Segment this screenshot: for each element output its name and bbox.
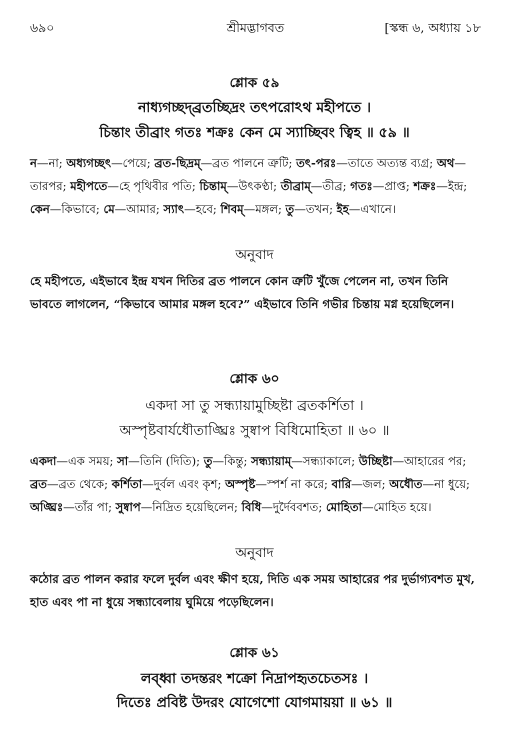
synonym-term: কেন	[30, 202, 50, 216]
synonym-meaning: —তখন;	[294, 202, 337, 216]
synonym-term: ন	[30, 156, 37, 170]
verse-60-heading: শ্লোক ৬০	[229, 371, 280, 387]
synonym-term: তৎ-পরঃ	[296, 156, 337, 170]
synonym-term: অঙ্ঘ্রিঃ	[30, 500, 64, 514]
synonym-meaning: —তিনি (দিতি);	[128, 454, 204, 468]
synonym-meaning: —দুর্দৈববশত;	[261, 500, 326, 514]
verse-60-line-2: অস্পৃষ্টবার্যধৌতাঙ্ঘ্রিঃ সুষ্বাপ বিধিমোহিতা ॥ ৬০ ॥	[119, 423, 390, 439]
synonym-term: ইহ	[336, 202, 349, 216]
synonym-term: ব্রত	[30, 477, 47, 491]
synonym-meaning: —ব্রত থেকে;	[46, 477, 112, 491]
synonym-meaning: —পেয়ে;	[111, 156, 155, 170]
page-header	[30, 20, 481, 38]
synonym-term: তু	[285, 202, 295, 216]
synonym-term: মে	[103, 202, 115, 216]
synonym-term: অধ্যগচ্ছৎ	[66, 156, 112, 170]
synonym-term: সন্ধ্যায়াম্‌	[251, 454, 292, 468]
synonym-meaning: —তাঁর পা;	[63, 500, 116, 514]
synonym-term: মোহিতা	[325, 500, 362, 514]
verse-60-line-1: একদা সা তু সন্ধ্যায়ামুচ্ছিষ্টা ব্রতকর্শিতা ।	[145, 398, 364, 414]
synonym-meaning: —এক সময়;	[56, 454, 118, 468]
verse-61-line-1: লব্ধ্বা তদন্তরং শক্রো নিদ্রাপহৃতচেতসঃ ।	[140, 671, 369, 687]
synonym-meaning: —এখানে।	[348, 202, 396, 216]
verse-59-heading: শ্লোক ৫৯	[229, 75, 280, 91]
synonym-meaning: —সন্ধ্যাকালে;	[291, 454, 359, 468]
synonym-meaning: —তীব্র;	[310, 179, 351, 193]
synonym-meaning: —না ধুয়ে;	[422, 477, 470, 491]
verse-61-line-2: দিতেঃ প্রবিষ্ট উদরং যোগেশো যোগমায়য়া ॥ ৬১ ॥	[116, 695, 393, 711]
synonym-term: তীব্রাম্‌	[280, 179, 311, 193]
verse-60-synonyms	[30, 450, 482, 519]
synonym-term: শক্রঃ	[413, 179, 437, 193]
synonym-meaning: —স্পর্শ না করে;	[255, 477, 332, 491]
synonym-term: অথ	[436, 156, 455, 170]
verse-59-translation: হে মহীপতে, এইভাবে ইন্দ্র যখন দিতির ব্রত পালনে কোন ত্রুটি খুঁজে পেলেন না, তখন তিনি ভাবতে লাগলেন, “কিভাবে আমার মঙ্গল হবে?” এইভাবে তিনি গভীর চিন্তায় মগ্ন হয়েছিলেন।	[30, 274, 454, 311]
synonym-meaning: —জল;	[351, 477, 390, 491]
synonym-term: একদা	[30, 454, 57, 468]
verse-60-translation-heading: অনুবাদ	[235, 545, 274, 561]
synonym-meaning: —কিন্তু;	[212, 454, 252, 468]
synonym-meaning: —তাতে অত্যন্ত ব্যগ্র;	[336, 156, 437, 170]
synonym-term: বিধি	[241, 500, 262, 514]
synonym-meaning: —কিভাবে;	[49, 202, 104, 216]
synonym-meaning: —তারপর;	[30, 156, 466, 193]
book-title: শ্রীমদ্ভাগবত	[226, 20, 285, 35]
verse-59-synonyms	[30, 152, 482, 221]
synonym-meaning: —হবে;	[184, 202, 221, 216]
verse-59-translation-heading: অনুবাদ	[235, 247, 274, 263]
synonym-meaning: —উৎকণ্ঠা;	[226, 179, 281, 193]
synonym-term: উচ্ছিষ্টা	[358, 454, 393, 468]
synonym-term: কর্শিতা	[111, 477, 143, 491]
verse-60-translation: কঠোর ব্রত পালন করার ফলে দুর্বল এবং ক্ষীণ হয়ে, দিতি এক সময় আহারের পর দুর্ভাগ্যবশত মুখ, হাত এবং পা না ধুয়ে সন্ধ্যাবেলায় ঘুমিয়ে পড়েছিলেন।	[30, 572, 475, 609]
synonym-term: স্যাৎ	[163, 202, 185, 216]
synonym-term: ব্রত-ছিদ্রম্‌	[154, 156, 201, 170]
synonym-term: শিবম্‌	[220, 202, 244, 216]
synonym-meaning: —নিদ্রিত হয়েছিলেন;	[140, 500, 242, 514]
page-number: ৬৯০	[30, 20, 55, 35]
synonym-meaning: —না;	[36, 156, 67, 170]
synonym-term: সুষ্বাপ	[115, 500, 141, 514]
synonym-term: সা	[117, 454, 129, 468]
synonym-term: মহীপতে	[70, 179, 108, 193]
synonym-meaning: —দুর্বল এবং কৃশ;	[142, 477, 226, 491]
chapter-info: [স্কন্ধ ৬, অধ্যায় ১৮	[384, 20, 481, 35]
verse-59-line-2: চিন্তাং তীব্রাং গতঃ শক্রঃ কেন মে স্যাচ্ছিবং ত্বিহ ॥ ৫৯ ॥	[99, 125, 410, 141]
verse-59-line-1: নাধ্যগচ্ছদ্‌ব্রতচ্ছিদ্রং তৎপরোঽথ মহীপতে ।	[137, 100, 372, 116]
synonym-meaning: —ব্রত পালনে ত্রুটি;	[200, 156, 297, 170]
verse-61-heading: শ্লোক ৬১	[229, 645, 280, 661]
synonym-meaning: —আমার;	[114, 202, 164, 216]
synonym-term: তু	[203, 454, 213, 468]
synonym-meaning: —আহারের পর;	[392, 454, 467, 468]
synonym-meaning: —ইন্দ্র;	[436, 179, 468, 193]
synonym-term: অধৌত	[389, 477, 423, 491]
synonym-meaning: —হে পৃথিবীর পতি;	[107, 179, 200, 193]
synonym-meaning: —মঙ্গল;	[243, 202, 286, 216]
synonym-term: গতঃ	[350, 179, 373, 193]
synonym-term: চিন্তাম্‌	[199, 179, 227, 193]
synonym-meaning: —মোহিত হয়ে।	[361, 500, 432, 514]
synonym-meaning: —প্রাপ্ত;	[372, 179, 414, 193]
synonym-term: বারি	[331, 477, 352, 491]
synonym-term: অস্পৃষ্ট	[225, 477, 256, 491]
